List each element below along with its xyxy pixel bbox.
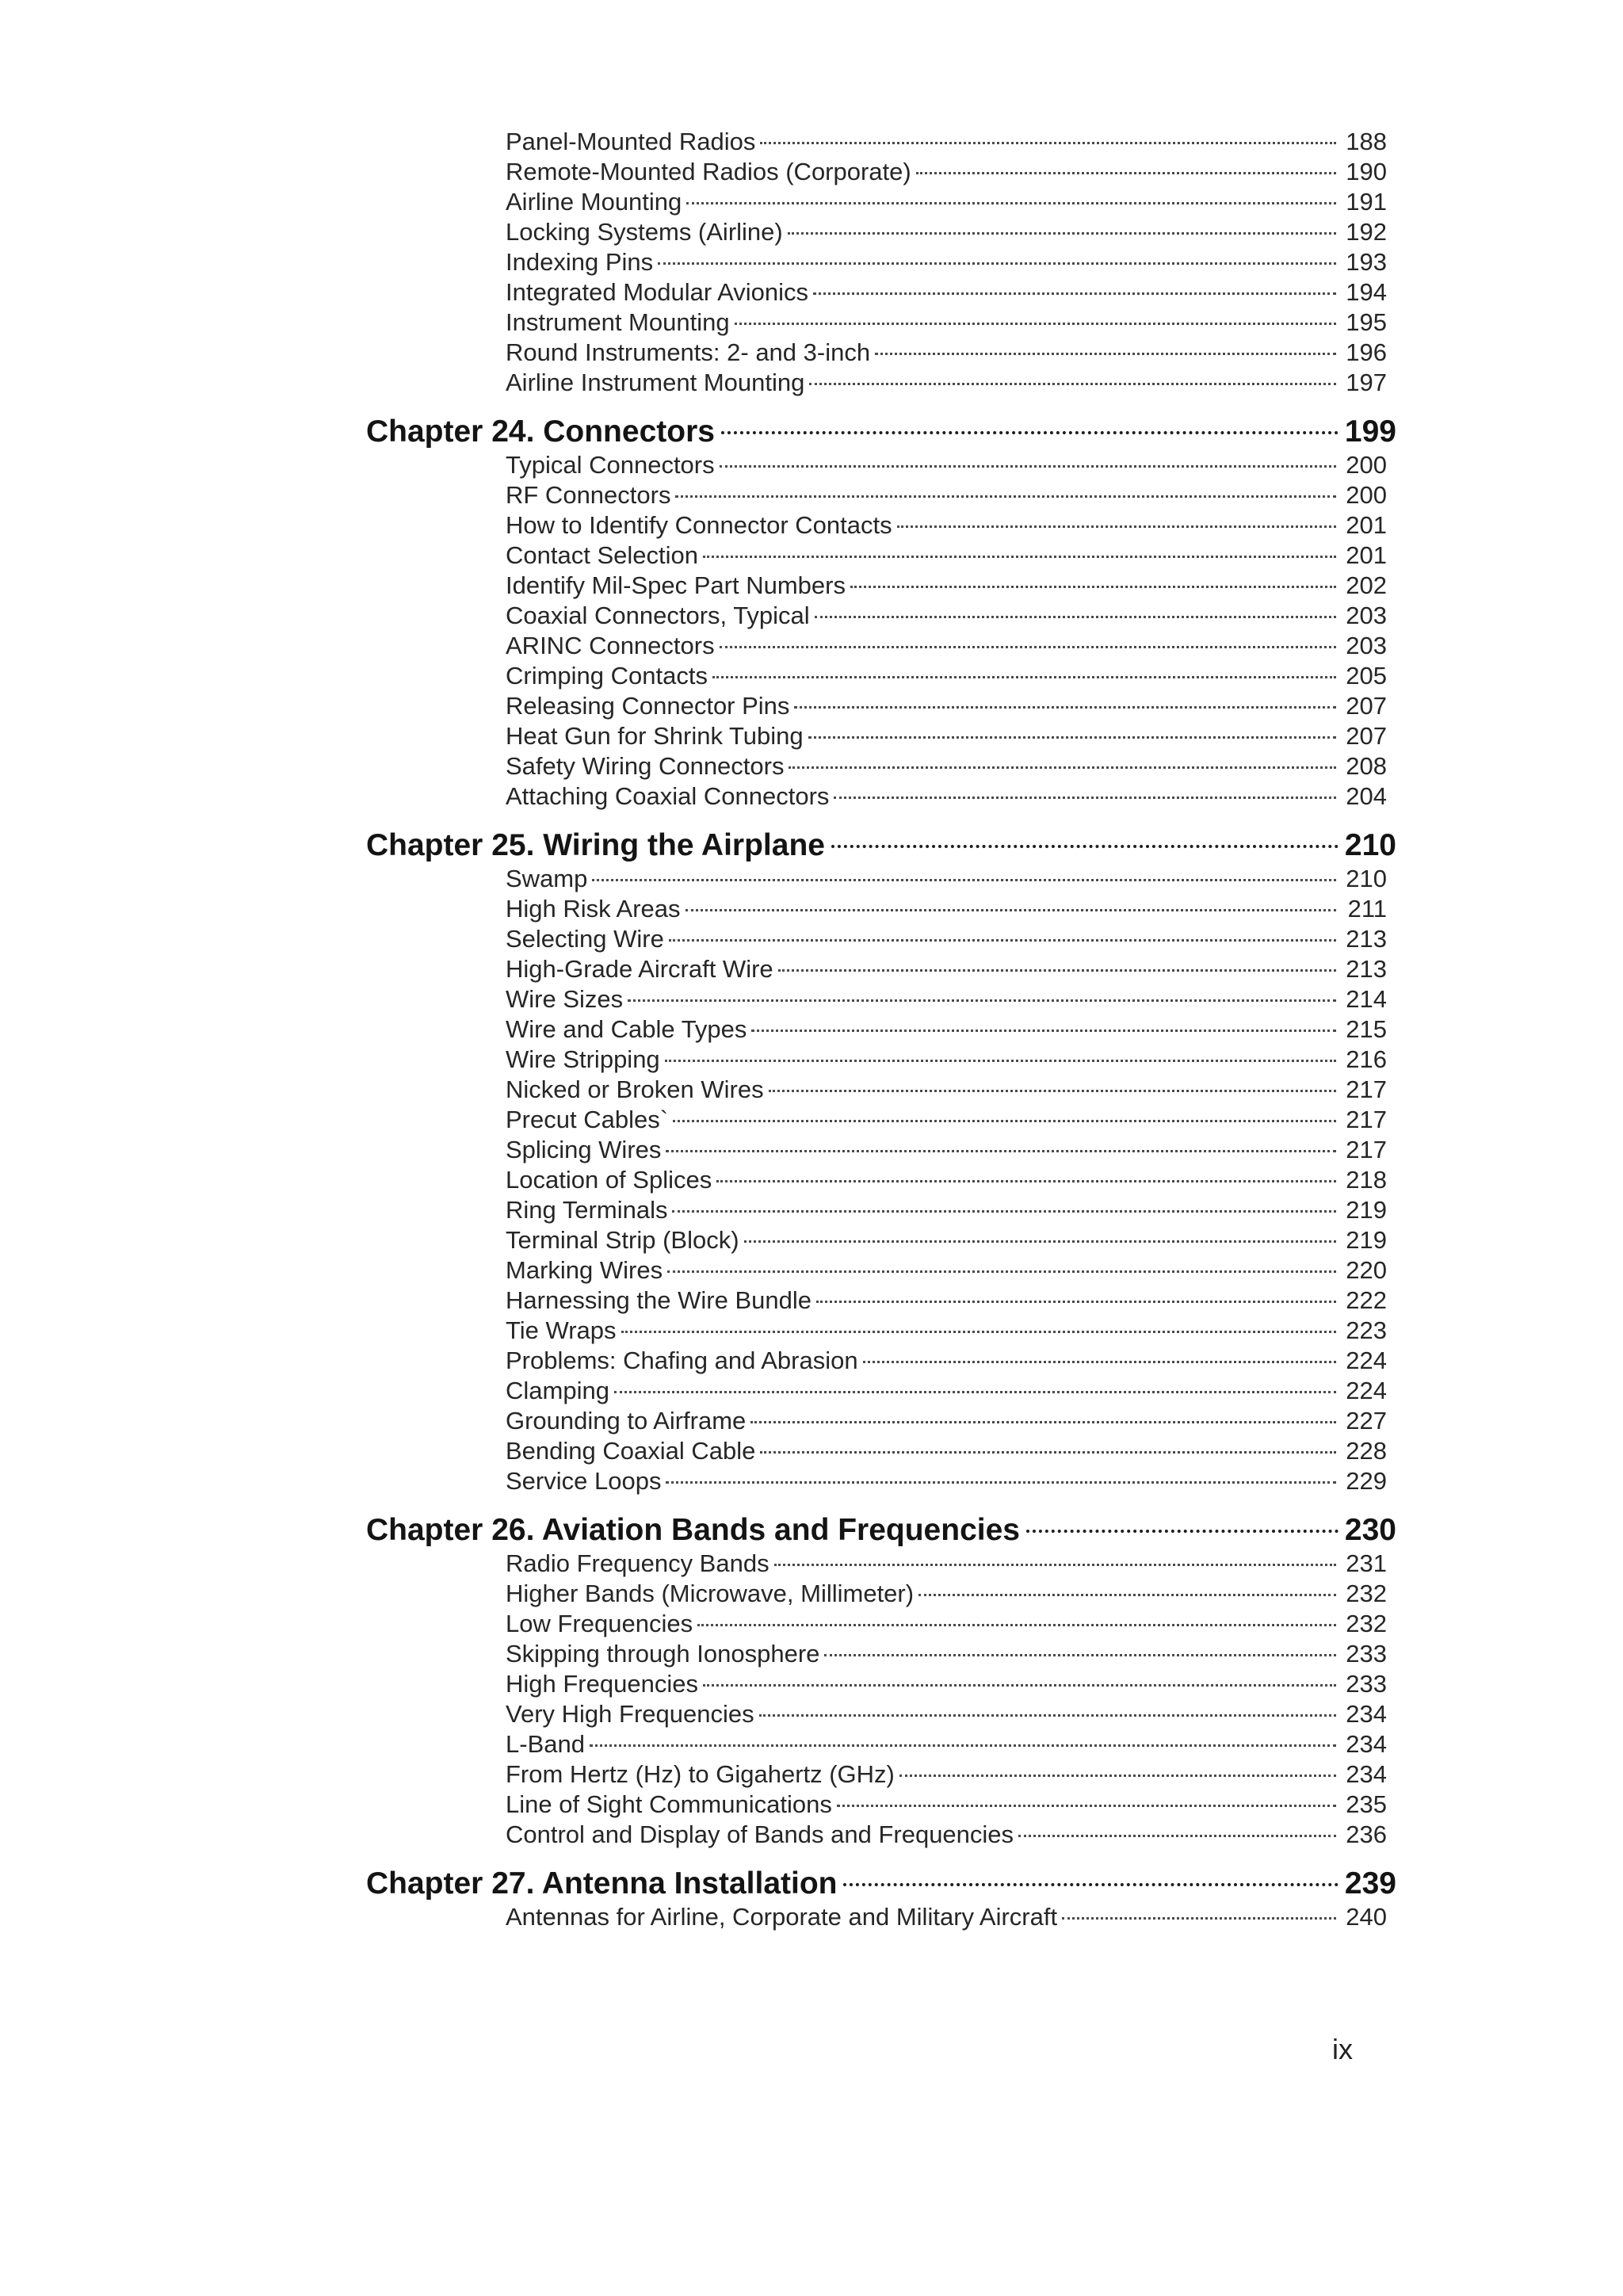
entry-title: Grounding to Airframe [506,1406,750,1436]
chapter-title: Chapter 25. Wiring the Airplane [366,828,825,862]
entry-title: Harnessing the Wire Bundle [506,1286,816,1316]
entry-page-number: 205 [1336,661,1387,691]
toc-entry[interactable] [506,601,1387,631]
toc-entry[interactable] [506,954,1387,984]
toc-entry[interactable] [506,510,1387,541]
entry-page-number: 233 [1336,1669,1387,1699]
entry-page-number: 219 [1336,1195,1387,1225]
entry-title: Service Loops [506,1466,666,1496]
toc-entry[interactable] [506,541,1387,571]
entry-title: Splicing Wires [506,1135,666,1165]
entry-page-number: 203 [1336,631,1387,661]
dot-leader [592,879,1336,881]
entry-page-number: 217 [1336,1075,1387,1105]
entry-page-number: 201 [1336,541,1387,571]
dot-leader [760,1451,1336,1454]
entry-title: Crimping Contacts [506,661,712,691]
entry-title: Problems: Chafing and Abrasion [506,1346,863,1376]
dot-leader [685,909,1336,911]
entry-page-number: 217 [1336,1105,1387,1135]
entry-page-number: 216 [1336,1045,1387,1075]
dot-leader [712,676,1336,678]
toc-entry[interactable] [506,1579,1387,1609]
toc-entry[interactable] [506,217,1387,247]
entry-title: From Hertz (Hz) to Gigahertz (GHz) [506,1759,899,1790]
entry-title: Indexing Pins [506,247,658,277]
entry-page-number: 213 [1336,924,1387,954]
entry-page-number: 227 [1336,1406,1387,1436]
entry-page-number: 228 [1336,1436,1387,1466]
dot-leader [720,465,1336,468]
toc-entry[interactable] [506,1549,1387,1579]
chapter-title: Chapter 26. Aviation Bands and Frequencies [366,1513,1020,1547]
chapter-title: Chapter 27. Antenna Installation [366,1866,838,1901]
toc-entry[interactable] [506,368,1387,398]
toc-entry[interactable] [506,338,1387,368]
entry-title: Location of Splices [506,1165,716,1195]
chapter-page-number: 199 [1344,415,1396,449]
entry-title: Contact Selection [506,541,703,571]
dot-leader [716,1180,1336,1182]
entry-title: Instrument Mounting [506,308,735,338]
table-of-contents [0,127,1623,1932]
toc-entry[interactable] [506,1609,1387,1639]
entry-page-number: 202 [1336,571,1387,601]
entry-title: Wire and Cable Types [506,1014,751,1045]
entry-page-number: 235 [1336,1790,1387,1820]
dot-leader [813,292,1336,295]
entry-title: High Frequencies [506,1669,703,1699]
dot-leader [658,262,1336,265]
toc-entry[interactable] [506,721,1387,751]
dot-leader [760,142,1336,144]
dot-leader [667,1270,1336,1273]
entry-title: Nicked or Broken Wires [506,1075,769,1105]
entry-page-number: 220 [1336,1255,1387,1286]
entry-title: Airline Instrument Mounting [506,368,809,398]
dot-leader [837,1805,1336,1807]
toc-entry[interactable] [506,1346,1387,1376]
toc-entry[interactable] [506,1045,1387,1075]
toc-entry[interactable] [506,1820,1387,1850]
dot-leader [750,1421,1336,1423]
entry-page-number: 234 [1336,1759,1387,1790]
dot-leader [899,1775,1336,1777]
dot-leader [918,1594,1336,1596]
entry-title: Safety Wiring Connectors [506,751,789,781]
entry-page-number: 196 [1336,338,1387,368]
entry-title: Skipping through Ionosphere [506,1639,824,1669]
dot-leader [774,1564,1336,1566]
dot-leader [863,1361,1336,1363]
dot-leader [703,556,1336,558]
dot-leader [824,1654,1336,1656]
entry-page-number: 240 [1336,1902,1387,1932]
entry-title: How to Identify Connector Contacts [506,510,897,541]
dot-leader [808,736,1336,739]
toc-entry[interactable] [506,1255,1387,1286]
toc-entry[interactable] [506,1105,1387,1135]
toc-entry[interactable] [506,277,1387,308]
dot-leader [875,353,1336,355]
toc-entry[interactable] [506,894,1387,924]
chapter-page-number: 239 [1344,1866,1396,1901]
toc-entry[interactable] [506,924,1387,954]
entry-page-number: 200 [1336,450,1387,480]
entry-title: Very High Frequencies [506,1699,759,1729]
entry-title: Antennas for Airline, Corporate and Military Aircraft [506,1902,1062,1932]
entry-title: Round Instruments: 2- and 3-inch [506,338,875,368]
dot-leader [843,1883,1338,1886]
toc-entry[interactable] [506,781,1387,812]
entry-title: Precut Cables` [506,1105,673,1135]
toc-entry[interactable] [506,157,1387,187]
entry-page-number: 208 [1336,751,1387,781]
entry-title: Integrated Modular Avionics [506,277,813,308]
entry-page-number: 192 [1336,217,1387,247]
toc-entry[interactable] [506,1135,1387,1165]
entry-page-number: 203 [1336,601,1387,631]
toc-entry[interactable] [506,1790,1387,1820]
entry-page-number: 224 [1336,1376,1387,1406]
toc-entry[interactable] [506,1225,1387,1255]
entry-title: Terminal Strip (Block) [506,1225,744,1255]
entry-page-number: 218 [1336,1165,1387,1195]
toc-entry[interactable] [506,1406,1387,1436]
toc-entry[interactable] [506,1466,1387,1496]
dot-leader [672,1210,1336,1213]
entry-page-number: 214 [1336,984,1387,1014]
entry-page-number: 211 [1336,894,1387,924]
toc-entry[interactable] [506,1699,1387,1729]
dot-leader [665,1060,1336,1062]
chapter-heading[interactable] [366,1866,1396,1902]
page-number: ix [1332,2033,1353,2065]
entry-title: Wire Sizes [506,984,628,1014]
dot-leader [628,999,1336,1002]
entry-page-number: 213 [1336,954,1387,984]
dot-leader [809,383,1336,385]
toc-entry[interactable] [506,1286,1387,1316]
entry-title: Attaching Coaxial Connectors [506,781,834,812]
dot-leader [1018,1835,1336,1837]
entry-page-number: 210 [1336,864,1387,894]
dot-leader [815,616,1336,618]
toc-entry[interactable] [506,1639,1387,1669]
dot-leader [697,1624,1336,1626]
entry-title: Selecting Wire [506,924,669,954]
dot-leader [720,646,1336,648]
dot-leader [789,766,1336,769]
entry-page-number: 224 [1336,1346,1387,1376]
dot-leader [1062,1917,1336,1920]
entry-page-number: 200 [1336,480,1387,510]
toc-entry[interactable] [506,450,1387,480]
entry-title: Bending Coaxial Cable [506,1436,760,1466]
entry-title: Heat Gun for Shrink Tubing [506,721,808,751]
entry-title: Releasing Connector Pins [506,691,794,721]
toc-entry[interactable] [506,631,1387,661]
toc-entry[interactable] [506,247,1387,277]
chapter-title: Chapter 24. Connectors [366,415,715,449]
entry-title: Marking Wires [506,1255,667,1286]
entry-title: Coaxial Connectors, Typical [506,601,815,631]
dot-leader [751,1030,1336,1032]
dot-leader [614,1391,1336,1393]
dot-leader [666,1150,1336,1152]
entry-page-number: 201 [1336,510,1387,541]
entry-title: ARINC Connectors [506,631,720,661]
toc-entry[interactable] [506,1376,1387,1406]
dot-leader [850,586,1336,588]
entry-title: Radio Frequency Bands [506,1549,774,1579]
entry-page-number: 222 [1336,1286,1387,1316]
dot-leader [916,172,1336,174]
toc-entry[interactable] [506,127,1387,157]
dot-leader [788,232,1336,235]
entry-page-number: 193 [1336,247,1387,277]
entry-title: Typical Connectors [506,450,720,480]
dot-leader [735,323,1336,325]
dot-leader [721,431,1338,434]
dot-leader [778,969,1336,972]
toc-entry[interactable] [506,480,1387,510]
chapter-heading[interactable] [366,1512,1396,1549]
dot-leader [1026,1530,1338,1533]
entry-title: Control and Display of Bands and Frequencies [506,1820,1018,1850]
dot-leader [686,202,1336,204]
entry-page-number: 229 [1336,1466,1387,1496]
toc-entry[interactable] [506,1436,1387,1466]
dot-leader [816,1301,1336,1303]
dot-leader [744,1240,1336,1243]
toc-entry[interactable] [506,1902,1387,1932]
entry-title: Wire Stripping [506,1045,665,1075]
toc-entry[interactable] [506,864,1387,894]
toc-entry[interactable] [506,751,1387,781]
entry-title: Low Frequencies [506,1609,697,1639]
entry-page-number: 197 [1336,368,1387,398]
chapter-page-number: 230 [1344,1513,1396,1547]
toc-entry[interactable] [506,1014,1387,1045]
toc-entry[interactable] [506,984,1387,1014]
dot-leader [673,1120,1336,1122]
entry-title: Identify Mil-Spec Part Numbers [506,571,850,601]
entry-page-number: 190 [1336,157,1387,187]
entry-title: L-Band [506,1729,590,1759]
dot-leader [834,797,1336,799]
dot-leader [897,525,1336,528]
entry-title: Higher Bands (Microwave, Millimeter) [506,1579,918,1609]
entry-page-number: 191 [1336,187,1387,217]
dot-leader [759,1714,1336,1717]
entry-page-number: 207 [1336,691,1387,721]
entry-title: Clamping [506,1376,614,1406]
dot-leader [669,939,1336,942]
toc-entry[interactable] [506,1759,1387,1790]
entry-page-number: 234 [1336,1729,1387,1759]
toc-entry[interactable] [506,691,1387,721]
entry-title: Remote-Mounted Radios (Corporate) [506,157,916,187]
chapter-page-number: 210 [1344,828,1396,862]
dot-leader [794,706,1336,709]
entry-page-number: 219 [1336,1225,1387,1255]
entry-title: Line of Sight Communications [506,1790,837,1820]
entry-page-number: 223 [1336,1316,1387,1346]
entry-title: RF Connectors [506,480,675,510]
entry-page-number: 207 [1336,721,1387,751]
entry-page-number: 232 [1336,1609,1387,1639]
dot-leader [666,1481,1336,1484]
toc-entry[interactable] [506,1316,1387,1346]
entry-page-number: 195 [1336,308,1387,338]
entry-title: High Risk Areas [506,894,685,924]
entry-page-number: 194 [1336,277,1387,308]
entry-title: Tie Wraps [506,1316,621,1346]
dot-leader [831,845,1338,848]
entry-page-number: 234 [1336,1699,1387,1729]
entry-title: Airline Mounting [506,187,686,217]
chapter-heading[interactable] [366,414,1396,450]
toc-entry[interactable] [506,308,1387,338]
dot-leader [590,1744,1336,1747]
toc-entry[interactable] [506,1195,1387,1225]
chapter-heading[interactable] [366,827,1396,864]
toc-entry[interactable] [506,661,1387,691]
entry-page-number: 236 [1336,1820,1387,1850]
dot-leader [769,1090,1336,1092]
entry-page-number: 217 [1336,1135,1387,1165]
toc-entry[interactable] [506,1075,1387,1105]
entry-page-number: 233 [1336,1639,1387,1669]
entry-page-number: 232 [1336,1579,1387,1609]
toc-entry[interactable] [506,1165,1387,1195]
entry-title: Ring Terminals [506,1195,672,1225]
toc-entry[interactable] [506,1729,1387,1759]
dot-leader [621,1331,1336,1333]
entry-title: Swamp [506,864,592,894]
dot-leader [703,1684,1336,1687]
entry-page-number: 188 [1336,127,1387,157]
dot-leader [675,495,1336,498]
toc-entry[interactable] [506,187,1387,217]
toc-entry[interactable] [506,571,1387,601]
entry-title: High-Grade Aircraft Wire [506,954,778,984]
entry-title: Panel-Mounted Radios [506,127,760,157]
entry-title: Locking Systems (Airline) [506,217,788,247]
entry-page-number: 204 [1336,781,1387,812]
entry-page-number: 215 [1336,1014,1387,1045]
entry-page-number: 231 [1336,1549,1387,1579]
toc-entry[interactable] [506,1669,1387,1699]
